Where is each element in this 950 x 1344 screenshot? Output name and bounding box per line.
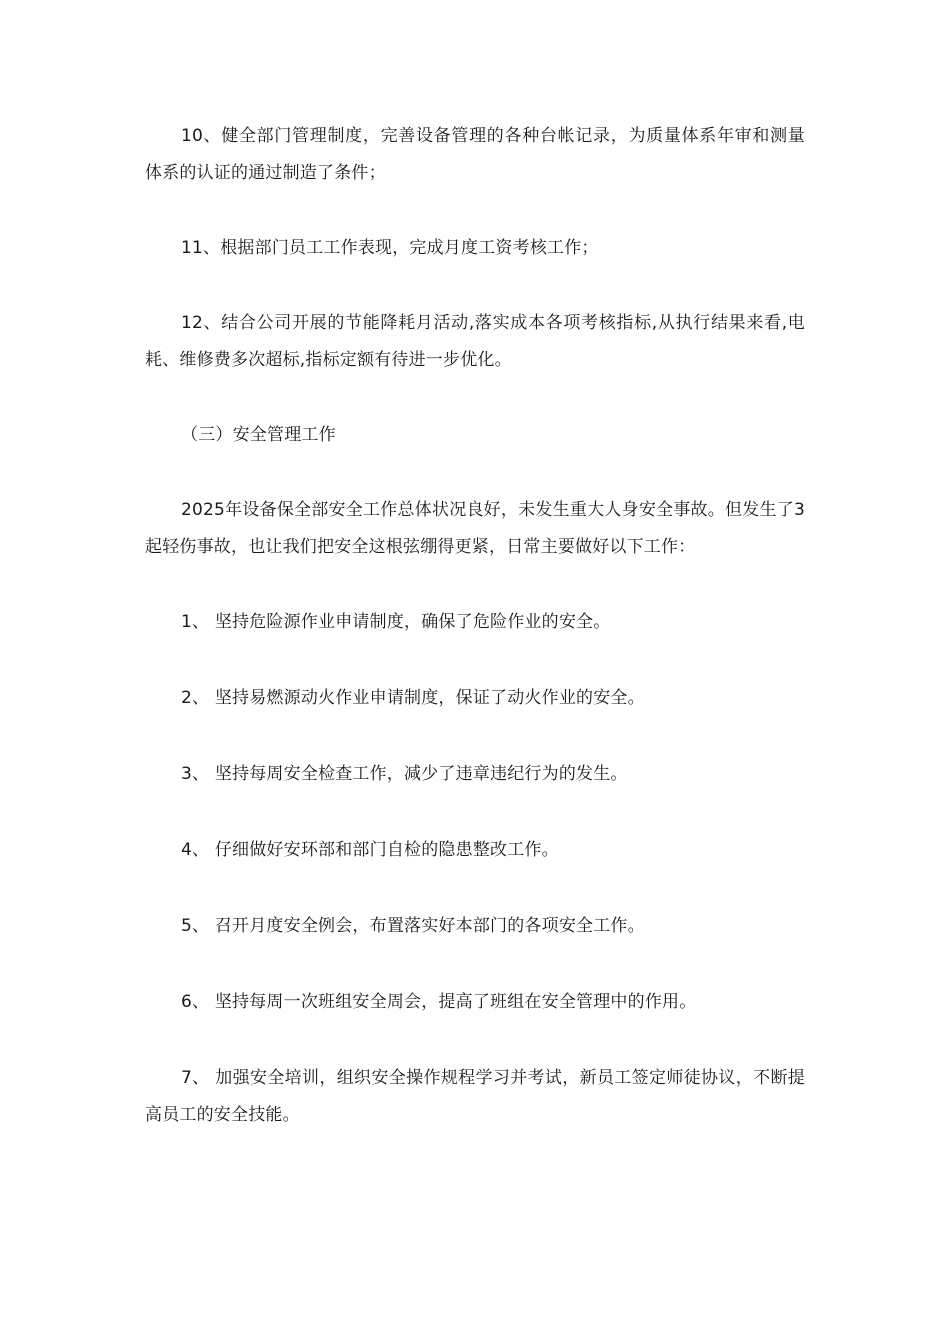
paragraph-item-10: 10、健全部门管理制度，完善设备管理的各种台帐记录，为质量体系年审和测量体系的认证的通过制造了条件； <box>145 126 805 183</box>
safety-item-6: 6、 坚持每周一次班组安全周会，提高了班组在安全管理中的作用。 <box>181 992 697 1012</box>
section-heading-safety-management: （三）安全管理工作 <box>181 425 336 445</box>
paragraph-item-11: 11、根据部门员工工作表现，完成月度工资考核工作； <box>181 238 599 258</box>
safety-item-5: 5、 召开月度安全例会，布置落实好本部门的各项安全工作。 <box>181 916 645 936</box>
safety-item-4: 4、 仔细做好安环部和部门自检的隐患整改工作。 <box>181 840 559 860</box>
document-body <box>145 118 805 1172</box>
safety-item-2: 2、 坚持易燃源动火作业申请制度，保证了动火作业的安全。 <box>181 688 645 708</box>
safety-summary-paragraph: 2025年设备保全部安全工作总体状况良好，未发生重大人身安全事故。但发生了3起轻伤事故，也让我们把安全这根弦绷得更紧，日常主要做好以下工作： <box>145 500 805 557</box>
safety-item-3: 3、 坚持每周安全检查工作，减少了违章违纪行为的发生。 <box>181 764 628 784</box>
safety-item-1: 1、 坚持危险源作业申请制度，确保了危险作业的安全。 <box>181 612 611 632</box>
paragraph-item-12: 12、结合公司开展的节能降耗月活动,落实成本各项考核指标,从执行结果来看,电耗、维修费多次超标,指标定额有待进一步优化。 <box>145 313 805 370</box>
safety-item-7: 7、 加强安全培训，组织安全操作规程学习并考试，新员工签定师徒协议，不断提高员工的安全技能。 <box>145 1068 805 1125</box>
